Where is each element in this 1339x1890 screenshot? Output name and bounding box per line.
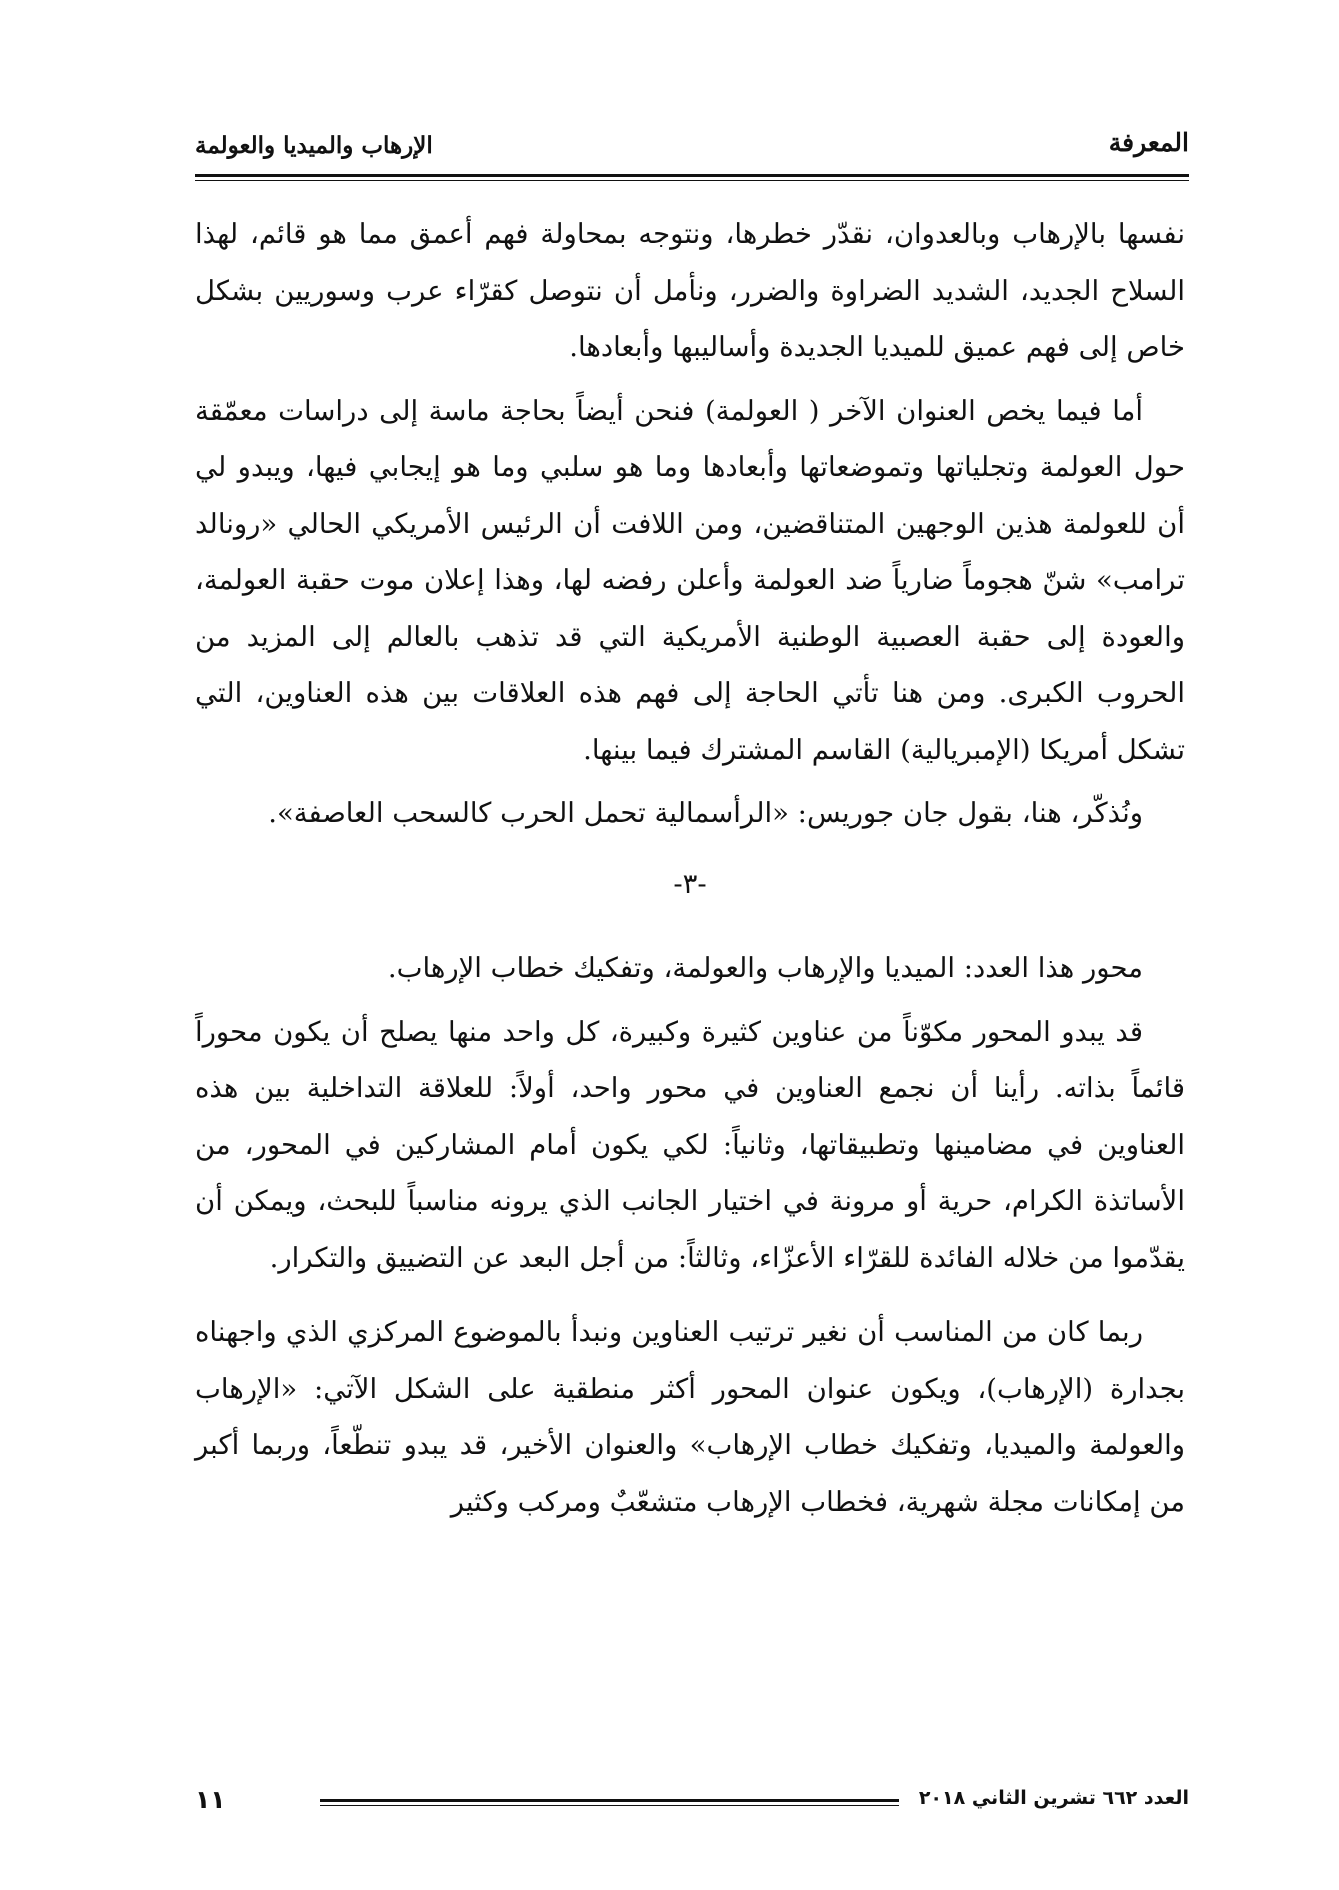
footer-rule-thin	[320, 1805, 899, 1806]
header-title: الإرهاب والميديا والعولمة	[195, 132, 433, 159]
paragraph: قد يبدو المحور مكوّناً من عناوين كثيرة وكبيرة، كل واحد منها يصلح أن يكون محوراً قائماً بذاته. رأينا أن نجمع العناوين في محور واحد، أولاً: للعلاقة التداخلية بين هذه العناوين في مضامينها وتطبيقاتها، وثانياً: لكي يكون أمام المشاركين في المحور، من الأساتذة الكرام، حرية أو مرونة في اختيار الجانب الذي يرونه مناسباً للبحث، ويمكن أن يقدّموا من خلاله الفائدة للقرّاء الأعزّاء، وثالثاً: من أجل البعد عن التضييق والتكرار.	[195, 1015, 1185, 1274]
section-number: -٣-	[673, 867, 707, 900]
running-header	[195, 122, 1189, 182]
page-footer	[195, 1785, 1189, 1825]
page-number: ١١	[195, 1785, 226, 1814]
paragraph: أما فيما يخص العنوان الآخر ( العولمة) فنحن أيضاً بحاجة ماسة إلى دراسات معمّقة حول العولمة وتجلياتها وتموضعاتها وأبعادها وما هو سلبي وما هو إيجابي فيها، ويبدو لي أن للعولمة هذين الوجهين المتناقضين، ومن اللافت أن الرئيس الأمريكي الحالي «رونالد ترامب» شنّ هجوماً ضارياً ضد العولمة وأعلن رفضه لها، وهذا إعلان موت حقبة العولمة، والعودة إلى حقبة العصبية الوطنية الأمريكية التي قد تذهب بالعالم إلى المزيد من الحروب الكبرى. ومن هنا تأتي الحاجة إلى فهم هذه العلاقات بين هذه العناوين، التي تشكل أمريكا (الإمبريالية) القاسم المشترك فيما بينها.	[195, 394, 1185, 766]
footer-rule	[320, 1799, 899, 1802]
magazine-logo: المعرفة	[1108, 128, 1189, 157]
header-rule-thin	[195, 180, 1189, 181]
paragraph: محور هذا العدد: الميديا والإرهاب والعولمة، وتفكيك خطاب الإرهاب.	[387, 952, 1143, 984]
article-body	[195, 206, 1185, 1537]
paragraph: ونُذكّر، هنا، بقول جان جوريس: «الرأسمالية تحمل الحرب كالسحب العاصفة».	[268, 797, 1143, 829]
issue-info: العدد ٦٦٢ تشرين الثاني ٢٠١٨	[918, 1787, 1189, 1809]
paragraph: ربما كان من المناسب أن نغير ترتيب العناوين ونبدأ بالموضوع المركزي الذي واجهناه بجدارة (الإرهاب)، ويكون عنوان المحور أكثر منطقية على الشكل الآتي: «الإرهاب والعولمة والميديا، وتفكيك خطاب الإرهاب» والعنوان الأخير، قد يبدو تنطّعاً، وربما أكبر من إمكانات مجلة شهرية، فخطاب الإرهاب متشعّبٌ ومركب وكثير	[195, 1316, 1185, 1518]
paragraph: نفسها بالإرهاب وبالعدوان، نقدّر خطرها، ونتوجه بمحاولة فهم أعمق مما هو قائم، لهذا السلاح الجديد، الشديد الضراوة والضرر، ونأمل أن نتوصل كقرّاء عرب وسوريين بشكل خاص إلى فهم عميق للميديا الجديدة وأساليبها وأبعادها.	[195, 218, 1185, 363]
header-rule	[195, 174, 1189, 177]
